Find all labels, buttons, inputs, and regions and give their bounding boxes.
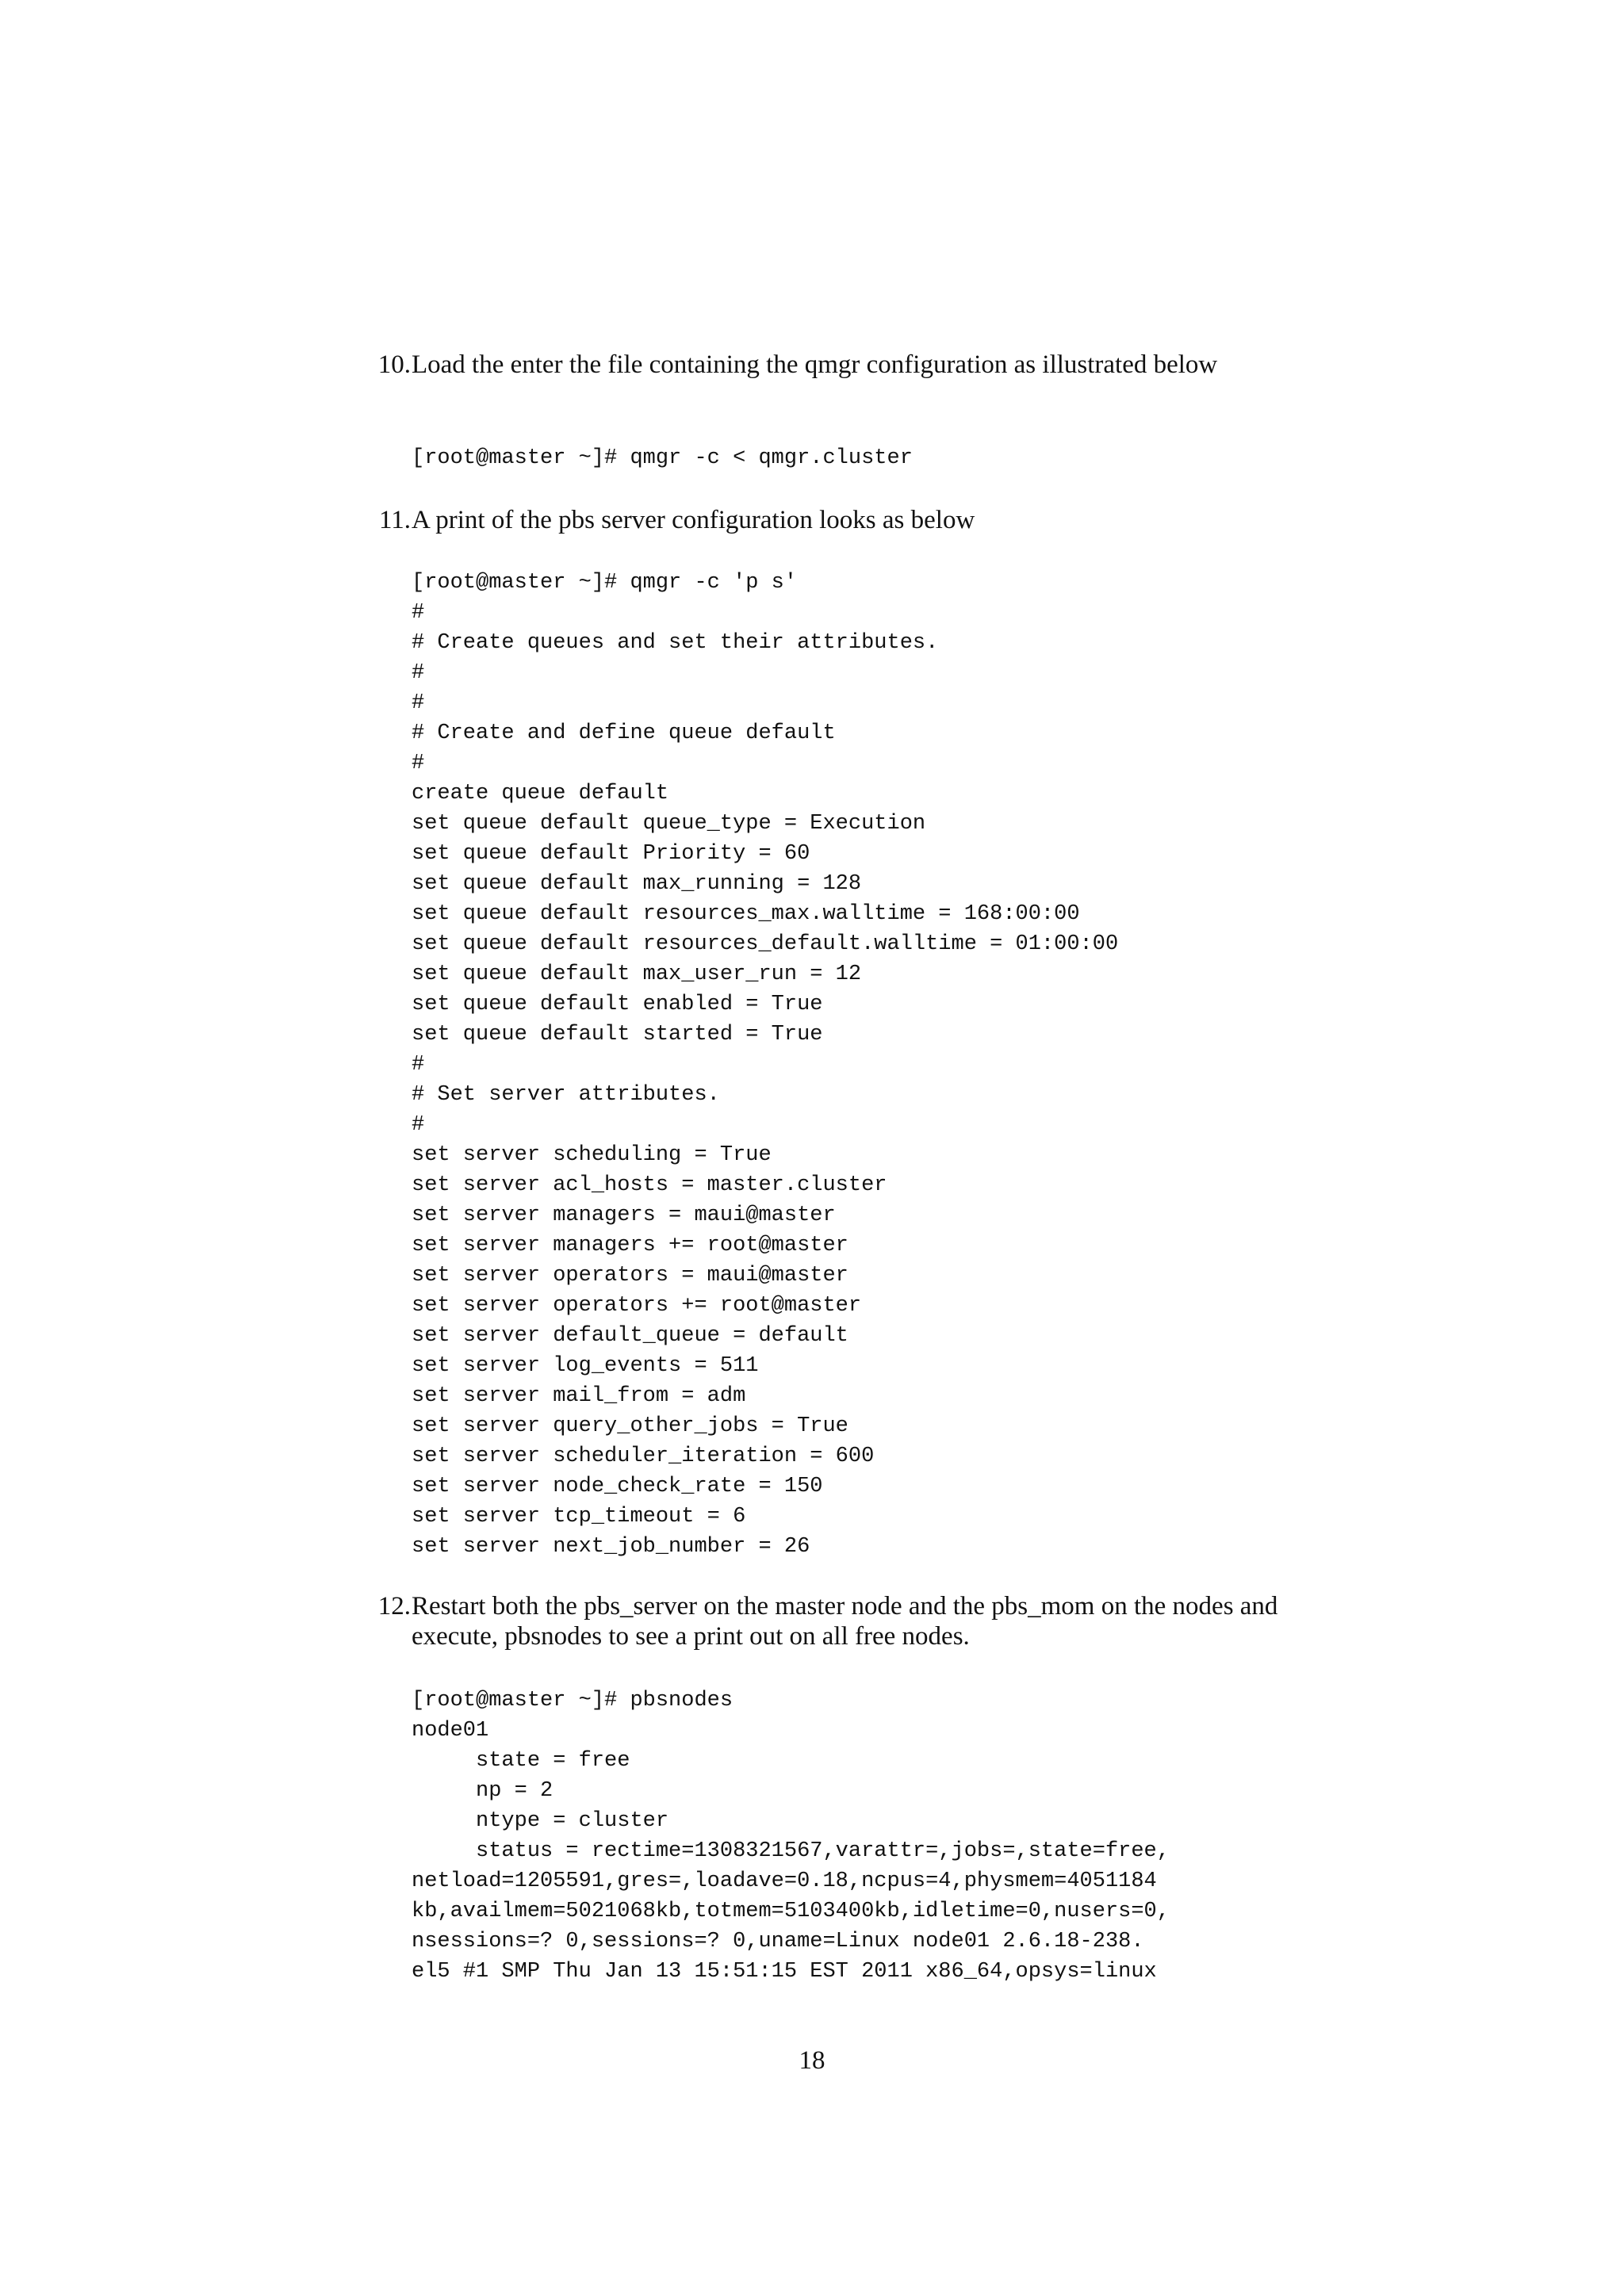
code-line: set queue default enabled = True bbox=[412, 993, 823, 1016]
code-line: set server scheduling = True bbox=[412, 1143, 772, 1167]
code-block-step-12 bbox=[412, 1686, 1170, 1987]
code-line: nsessions=? 0,sessions=? 0,uname=Linux node01 2.6.18-238. bbox=[412, 1930, 1144, 1954]
code-line: el5 #1 SMP Thu Jan 13 15:51:15 EST 2011 x86_64,opsys=linux bbox=[412, 1960, 1157, 1984]
code-line: set queue default max_running = 128 bbox=[412, 872, 862, 896]
code-line: create queue default bbox=[412, 782, 669, 806]
code-line: np = 2 bbox=[412, 1779, 553, 1803]
code-line: # bbox=[412, 752, 425, 775]
code-line: status = rectime=1308321567,varattr=,jobs=,state=free, bbox=[412, 1839, 1170, 1863]
code-line: # bbox=[412, 1113, 425, 1137]
page-number: 18 bbox=[799, 2046, 825, 2075]
code-line: # bbox=[412, 691, 425, 715]
step-text: Restart both the pbs_server on the master node and the pbs_mom on the nodes and execute, pbsnodes to see a print out on all free nodes. bbox=[412, 1592, 1278, 1651]
code-line: # Create queues and set their attributes. bbox=[412, 631, 939, 655]
code-line: set server operators = maui@master bbox=[412, 1264, 848, 1288]
code-line: set server mail_from = adm bbox=[412, 1384, 746, 1408]
code-line: set server default_queue = default bbox=[412, 1324, 848, 1348]
code-line: set queue default queue_type = Execution bbox=[412, 812, 926, 836]
step-number: 12. bbox=[377, 1592, 411, 1621]
code-line: set server scheduler_iteration = 600 bbox=[412, 1445, 875, 1468]
code-line: set queue default resources_default.walltime = 01:00:00 bbox=[412, 932, 1119, 956]
code-line: kb,availmem=5021068kb,totmem=5103400kb,idletime=0,nusers=0, bbox=[412, 1900, 1170, 1923]
code-line: # Set server attributes. bbox=[412, 1083, 720, 1107]
code-line: ntype = cluster bbox=[412, 1809, 669, 1833]
code-line: set server log_events = 511 bbox=[412, 1354, 759, 1378]
code-line: set server acl_hosts = master.cluster bbox=[412, 1173, 887, 1197]
code-line: set server operators += root@master bbox=[412, 1294, 862, 1318]
code-line: set server query_other_jobs = True bbox=[412, 1414, 848, 1438]
code-line: set queue default Priority = 60 bbox=[412, 842, 810, 866]
code-line: # Create and define queue default bbox=[412, 721, 836, 745]
code-line: set server managers += root@master bbox=[412, 1234, 848, 1257]
code-line: set server managers = maui@master bbox=[412, 1203, 836, 1227]
code-line: # bbox=[412, 661, 425, 685]
step-text: A print of the pbs server configuration looks as below bbox=[412, 506, 975, 534]
code-line: netload=1205591,gres=,loadave=0.18,ncpus=4,physmem=4051184 bbox=[412, 1869, 1157, 1893]
code-block-step-10 bbox=[412, 443, 913, 473]
code-line: set server tcp_timeout = 6 bbox=[412, 1505, 746, 1529]
code-block-step-11 bbox=[412, 568, 1118, 1562]
code-line: # bbox=[412, 1053, 425, 1077]
step-number: 11. bbox=[378, 506, 411, 534]
code-line: [root@master ~]# qmgr -c < qmgr.cluster bbox=[412, 446, 913, 470]
code-line: set server node_check_rate = 150 bbox=[412, 1475, 823, 1498]
code-line: set queue default started = True bbox=[412, 1023, 823, 1047]
code-line: [root@master ~]# pbsnodes bbox=[412, 1689, 733, 1712]
code-line: state = free bbox=[412, 1749, 630, 1773]
code-line: # bbox=[412, 601, 425, 625]
step-number: 10. bbox=[377, 350, 411, 379]
code-line: set queue default resources_max.walltime = 168:00:00 bbox=[412, 902, 1080, 926]
code-line: [root@master ~]# qmgr -c 'p s' bbox=[412, 571, 798, 595]
code-line: set server next_job_number = 26 bbox=[412, 1535, 810, 1559]
code-line: node01 bbox=[412, 1719, 489, 1743]
code-line: set queue default max_user_run = 12 bbox=[412, 962, 862, 986]
step-text: Load the enter the file containing the qmgr configuration as illustrated below bbox=[412, 350, 1218, 379]
